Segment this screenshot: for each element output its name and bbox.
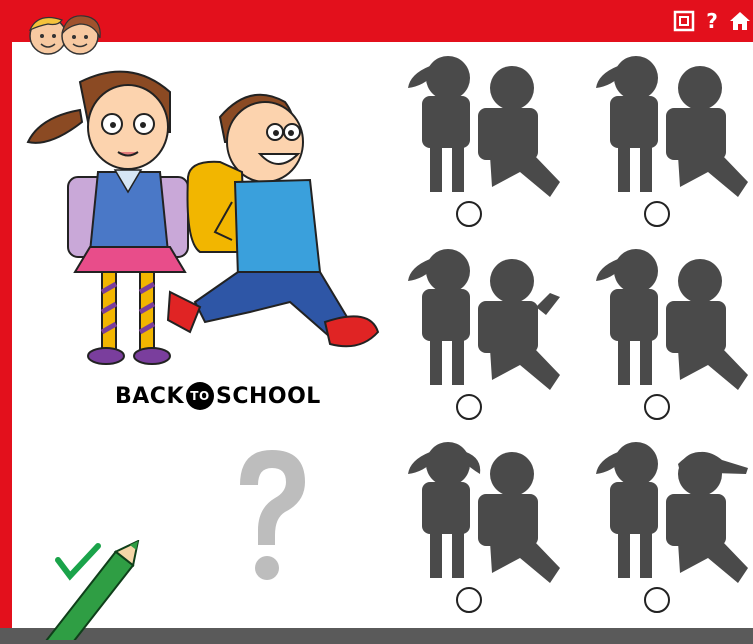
kids-faces-logo-icon — [18, 8, 118, 58]
answer-radio-1[interactable] — [456, 201, 482, 227]
silhouette-6 — [588, 438, 753, 588]
answer-option-3[interactable] — [400, 245, 570, 420]
pencil-check-icon — [40, 540, 190, 640]
answer-radio-3[interactable] — [456, 394, 482, 420]
title-school: SCHOOL — [216, 383, 321, 409]
silhouette-3 — [400, 245, 570, 395]
answer-option-4[interactable] — [588, 245, 753, 420]
silhouette-4 — [588, 245, 753, 395]
silhouette-1 — [400, 52, 570, 202]
help-icon[interactable] — [701, 10, 723, 32]
kids-illustration — [20, 62, 390, 382]
answer-option-6[interactable] — [588, 438, 753, 613]
title-to-badge: TO — [186, 382, 214, 410]
home-icon[interactable] — [729, 10, 751, 32]
answer-option-5[interactable] — [400, 438, 570, 613]
silhouette-2 — [588, 52, 753, 202]
answer-radio-4[interactable] — [644, 394, 670, 420]
frame-left-border — [0, 42, 12, 628]
fullscreen-icon[interactable] — [673, 10, 695, 32]
title-back: BACK — [115, 383, 184, 409]
svg-text:?: ? — [706, 10, 718, 32]
back-to-school-title — [115, 378, 325, 414]
answer-radio-5[interactable] — [456, 587, 482, 613]
question-mark-icon — [220, 440, 320, 590]
toolbar — [673, 10, 751, 32]
answer-radio-6[interactable] — [644, 587, 670, 613]
answer-option-1[interactable] — [400, 52, 570, 227]
answer-option-2[interactable] — [588, 52, 753, 227]
answer-radio-2[interactable] — [644, 201, 670, 227]
silhouette-5 — [400, 438, 570, 588]
